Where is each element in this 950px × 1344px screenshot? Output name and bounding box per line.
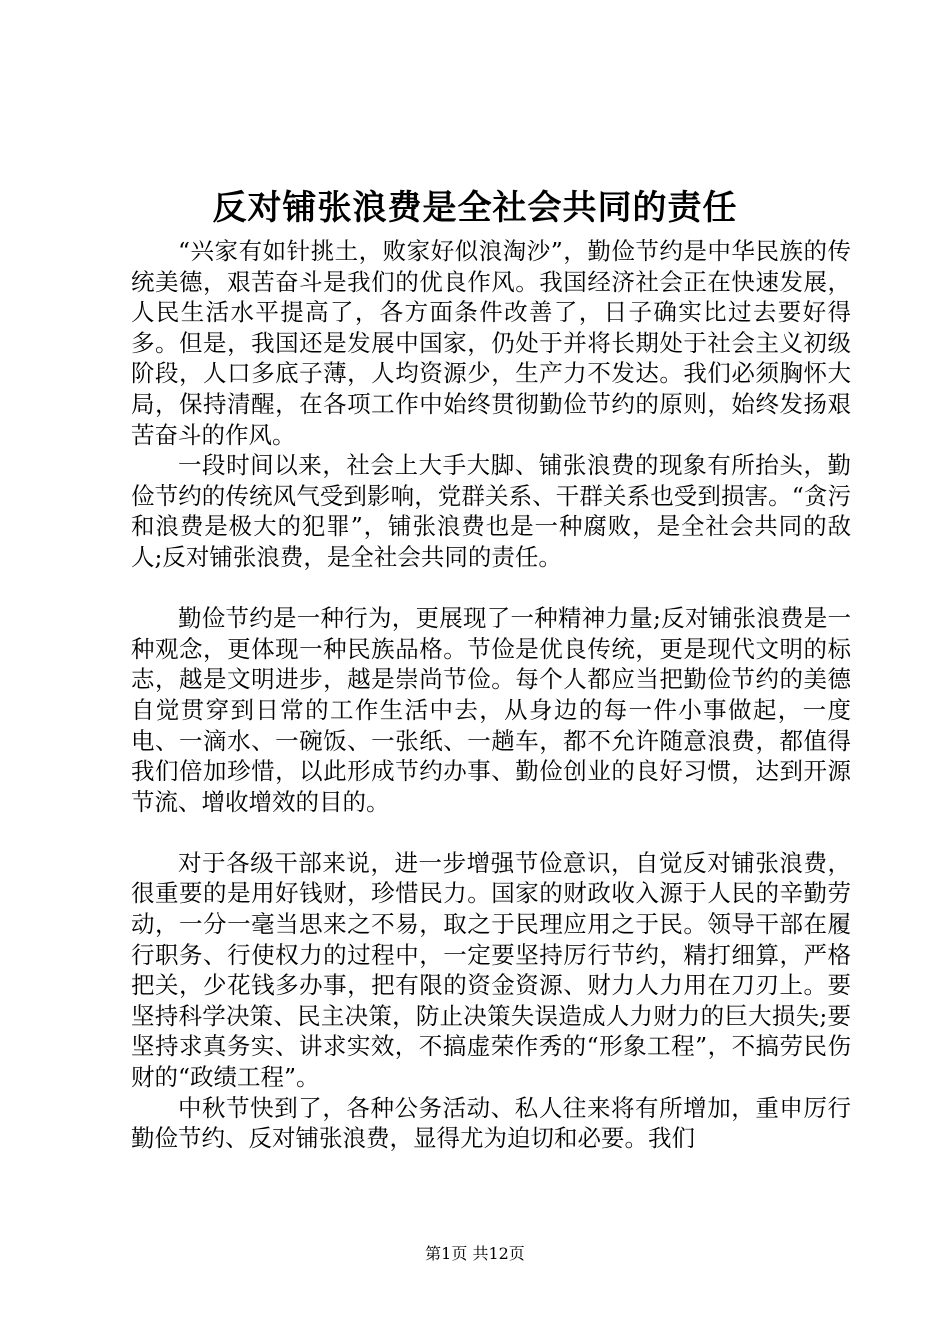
paragraph: “兴家有如针挑土，败家好似浪淘沙”，勤俭节约是中华民族的传统美德，艰苦奋斗是我们的优良作风。我国经济社会正在快速发展，人民生活水平提高了，各方面条件改善了，日子确实比过去要好得多。但是，我国还是发展中国家，仍处于并将长期处于社会主义初级阶段，人口多底子薄，人均资源少，生产力不发达。我们必须胸怀大局，保持清醒，在各项工作中始终贯彻勤俭节约的原则，始终发扬艰苦奋斗的作风。 [131, 237, 851, 449]
paragraph: 勤俭节约是一种行为，更展现了一种精神力量;反对铺张浪费是一种观念，更体现一种民族品格。节俭是优良传统，更是现代文明的标志，越是文明进步，越是崇尚节俭。每个人都应当把勤俭节约的美德自觉贯穿到日常的工作生活中去，从身边的每一件小事做起，一度电、一滴水、一碗饭、一张纸、一趟车，都不允许随意浪费，都值得我们倍加珍惜，以此形成节约办事、勤俭创业的良好习惯，达到开源节流、增收增效的目的。 [131, 604, 851, 816]
paragraph: 中秋节快到了，各种公务活动、私人往来将有所增加，重申厉行勤俭节约、反对铺张浪费，显得尤为迫切和必要。我们 [131, 1093, 851, 1153]
page-footer: 第1页 共12页 [425, 1244, 525, 1263]
document-title: 反对铺张浪费是全社会共同的责任 [212, 188, 738, 228]
paragraph: 一段时间以来，社会上大手大脚、铺张浪费的现象有所抬头，勤俭节约的传统风气受到影响，党群关系、干群关系也受到损害。“贪污和浪费是极大的犯罪”，铺张浪费也是一种腐败，是全社会共同的敌人;反对铺张浪费，是全社会共同的责任。 [131, 451, 851, 571]
document-body [131, 236, 851, 1154]
paragraph: 对于各级干部来说，进一步增强节俭意识，自觉反对铺张浪费，很重要的是用好钱财，珍惜民力。国家的财政收入源于人民的辛勤劳动，一分一毫当思来之不易，取之于民理应用之于民。领导干部在履行职务、行使权力的过程中，一定要坚持厉行节约，精打细算，严格把关，少花钱多办事，把有限的资金资源、财力人力用在刀刃上。要坚持科学决策、民主决策，防止决策失误造成人力财力的巨大损失;要坚持求真务实、讲求实效，不搞虚荣作秀的“形象工程”，不搞劳民伤财的“政绩工程”。 [131, 848, 851, 1092]
paragraph-spacer [131, 573, 851, 604]
paragraph-spacer [131, 817, 851, 848]
